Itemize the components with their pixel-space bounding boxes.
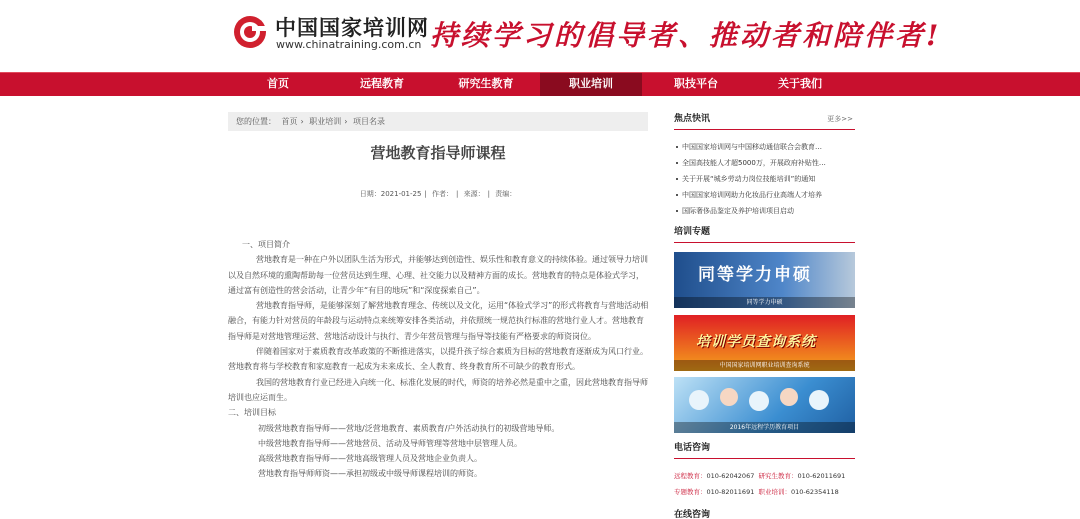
nav-item-vocational-training[interactable]: 职业培训 [540, 73, 642, 96]
article-paragraph: 我国的营地教育行业已经进入向统一化、标准化发展的时代，师资的培养必然是重中之重，因此营地教育指导师培训也应运而生。 [228, 377, 648, 402]
contact-label: 职业培训： [758, 488, 791, 496]
article-author: 作者： [432, 190, 454, 198]
nav-item-graduate-education[interactable]: 研究生教育 [458, 77, 514, 90]
online-section-header [674, 508, 855, 519]
contact-label: 远程教育： [674, 472, 707, 480]
article-date: 日期：2021-01-25 [359, 190, 422, 198]
article-paragraph: 营地教育指导师，是能够深刻了解营地教育理念、传统以及文化，运用“体验式学习”的形式将教育与营地活动相融合，有能力针对营员的年龄段与运动特点来统筹安排各类活动，并依照统一规范执行标准的营地行业人才。营地教育指导师是对营地管理运营、营地活动设计与执行、青少年营员管理与指导等技能有严格要求的师资岗位。 [228, 301, 649, 341]
breadcrumb-separator: › [300, 117, 304, 126]
section-heading: 一、项目简介 [242, 240, 290, 249]
nav-item-vocational-platform[interactable]: 职技平台 [674, 77, 718, 90]
target-item: 初级营地教育指导师——营地/泛营地教育、素质教育/户外活动执行的初级营地导师。 [258, 423, 560, 433]
news-more-link[interactable]: 更多>> [827, 115, 853, 123]
site-url: www.chinatraining.com.cn [276, 38, 422, 51]
contact-phone: 010-62354118 [790, 488, 839, 496]
topics-section-title: 培训专题 [674, 227, 711, 237]
contact-section-header [674, 441, 855, 459]
news-item[interactable]: 中国国家培训网与中国移动通信联合会教育… [676, 139, 856, 155]
target-item: 中级营地教育指导师——营地营员、活动及导师管理等营地中层管理人员。 [258, 438, 522, 448]
breadcrumb-vocational[interactable]: 职业培训 [309, 117, 342, 126]
breadcrumb-home[interactable]: 首页 [281, 117, 298, 126]
nav-item-about-us[interactable]: 关于我们 [778, 77, 822, 90]
breadcrumb-catalog[interactable]: 项目名录 [353, 117, 386, 126]
article-meta: 日期：2021-01-25 | 作者： | 来源： | 责编： [359, 190, 517, 198]
nav-item-remote-education[interactable]: 远程教育 [360, 77, 404, 90]
contact-phone: 010-62011691 [797, 472, 846, 480]
site-logo-text[interactable]: 中国国家培训网 [275, 16, 429, 40]
article-paragraph: 伴随着国家对于素质教育改革政策的不断推进落实，以提升孩子综合素质为目标的营地教育逐渐成为风口行业。营地教育将与学校教育和家庭教育一起成为未来成长、全人教育、终身教育所不可缺少的教育形式。 [228, 347, 648, 372]
banner-remote-education[interactable] [674, 377, 855, 433]
news-item[interactable]: 关于开展“城乡劳动力岗位技能培训”的通知 [676, 171, 856, 187]
breadcrumb-separator: › [344, 117, 348, 126]
banner-headline: 培训学员查询系统 [696, 334, 816, 350]
online-section-title: 在线咨询 [674, 510, 711, 519]
breadcrumb [228, 112, 648, 131]
section-heading: 二、培训目标 [228, 408, 276, 418]
contact-label: 专题教育： [674, 488, 707, 496]
banner-equivalent-degree[interactable] [674, 252, 855, 308]
article-editor: 责编： [495, 190, 517, 198]
article-paragraph: 营地教育是一种在户外以团队生活为形式，并能够达到创造性、娱乐性和教育意义的持续体验。通过领导力培训以及自然环境的熏陶帮助每一位营员达到生理、心理、社交能力以及精神方面的成长。营地教育的特点是体验式学习，通过富有创造性的营会活动，让青少年“有目的地玩”和“深度探索自己”。 [228, 255, 648, 295]
site-header [0, 0, 1080, 72]
logo-icon[interactable] [232, 14, 268, 50]
nav-item-home[interactable]: 首页 [267, 77, 289, 90]
site-slogan: 持续学习的倡导者、推动者和陪伴者! [430, 19, 942, 52]
article-source: 来源： [463, 190, 485, 198]
news-item[interactable]: 全国高技能人才超5000万，开展政府补贴性… [676, 155, 856, 171]
target-item: 高级营地教育指导师——营地高级管理人员及营地企业负责人。 [258, 454, 482, 464]
news-item[interactable]: 中国国家培训网助力化妆品行业高端人才培养 [676, 187, 856, 203]
breadcrumb-prefix: 您的位置： [236, 117, 276, 126]
contact-section-title: 电话咨询 [674, 443, 711, 453]
target-item: 营地教育指导师师资——承担初级或中级导师课程培训的师资。 [258, 469, 482, 479]
banner-caption: 2016年远程学历教育项目 [674, 422, 855, 433]
article-title: 营地教育指导师课程 [370, 144, 506, 162]
contact-label: 研究生教育： [758, 472, 798, 480]
news-section-header [674, 112, 855, 130]
contact-phone: 010-62042067 [706, 472, 755, 480]
banner-headline: 同等学力申硕 [698, 265, 812, 285]
contact-list [674, 468, 859, 500]
news-item[interactable]: 国际奢侈品鉴定及养护培训项目启动 [676, 203, 856, 219]
banner-caption: 中国国家培训网职业培训查询系统 [674, 360, 855, 371]
banner-caption: 同等学力申硕 [674, 297, 855, 308]
main-nav [0, 72, 1080, 96]
contact-row [674, 468, 859, 484]
banner-student-query[interactable] [674, 315, 855, 371]
topics-section-header [674, 225, 855, 243]
news-section-title: 焦点快讯 [674, 114, 711, 124]
article-body [228, 237, 650, 482]
contact-row [674, 484, 859, 500]
news-list [676, 139, 856, 219]
contact-phone: 010-82011691 [706, 488, 755, 496]
people-collage-icon [684, 385, 844, 415]
